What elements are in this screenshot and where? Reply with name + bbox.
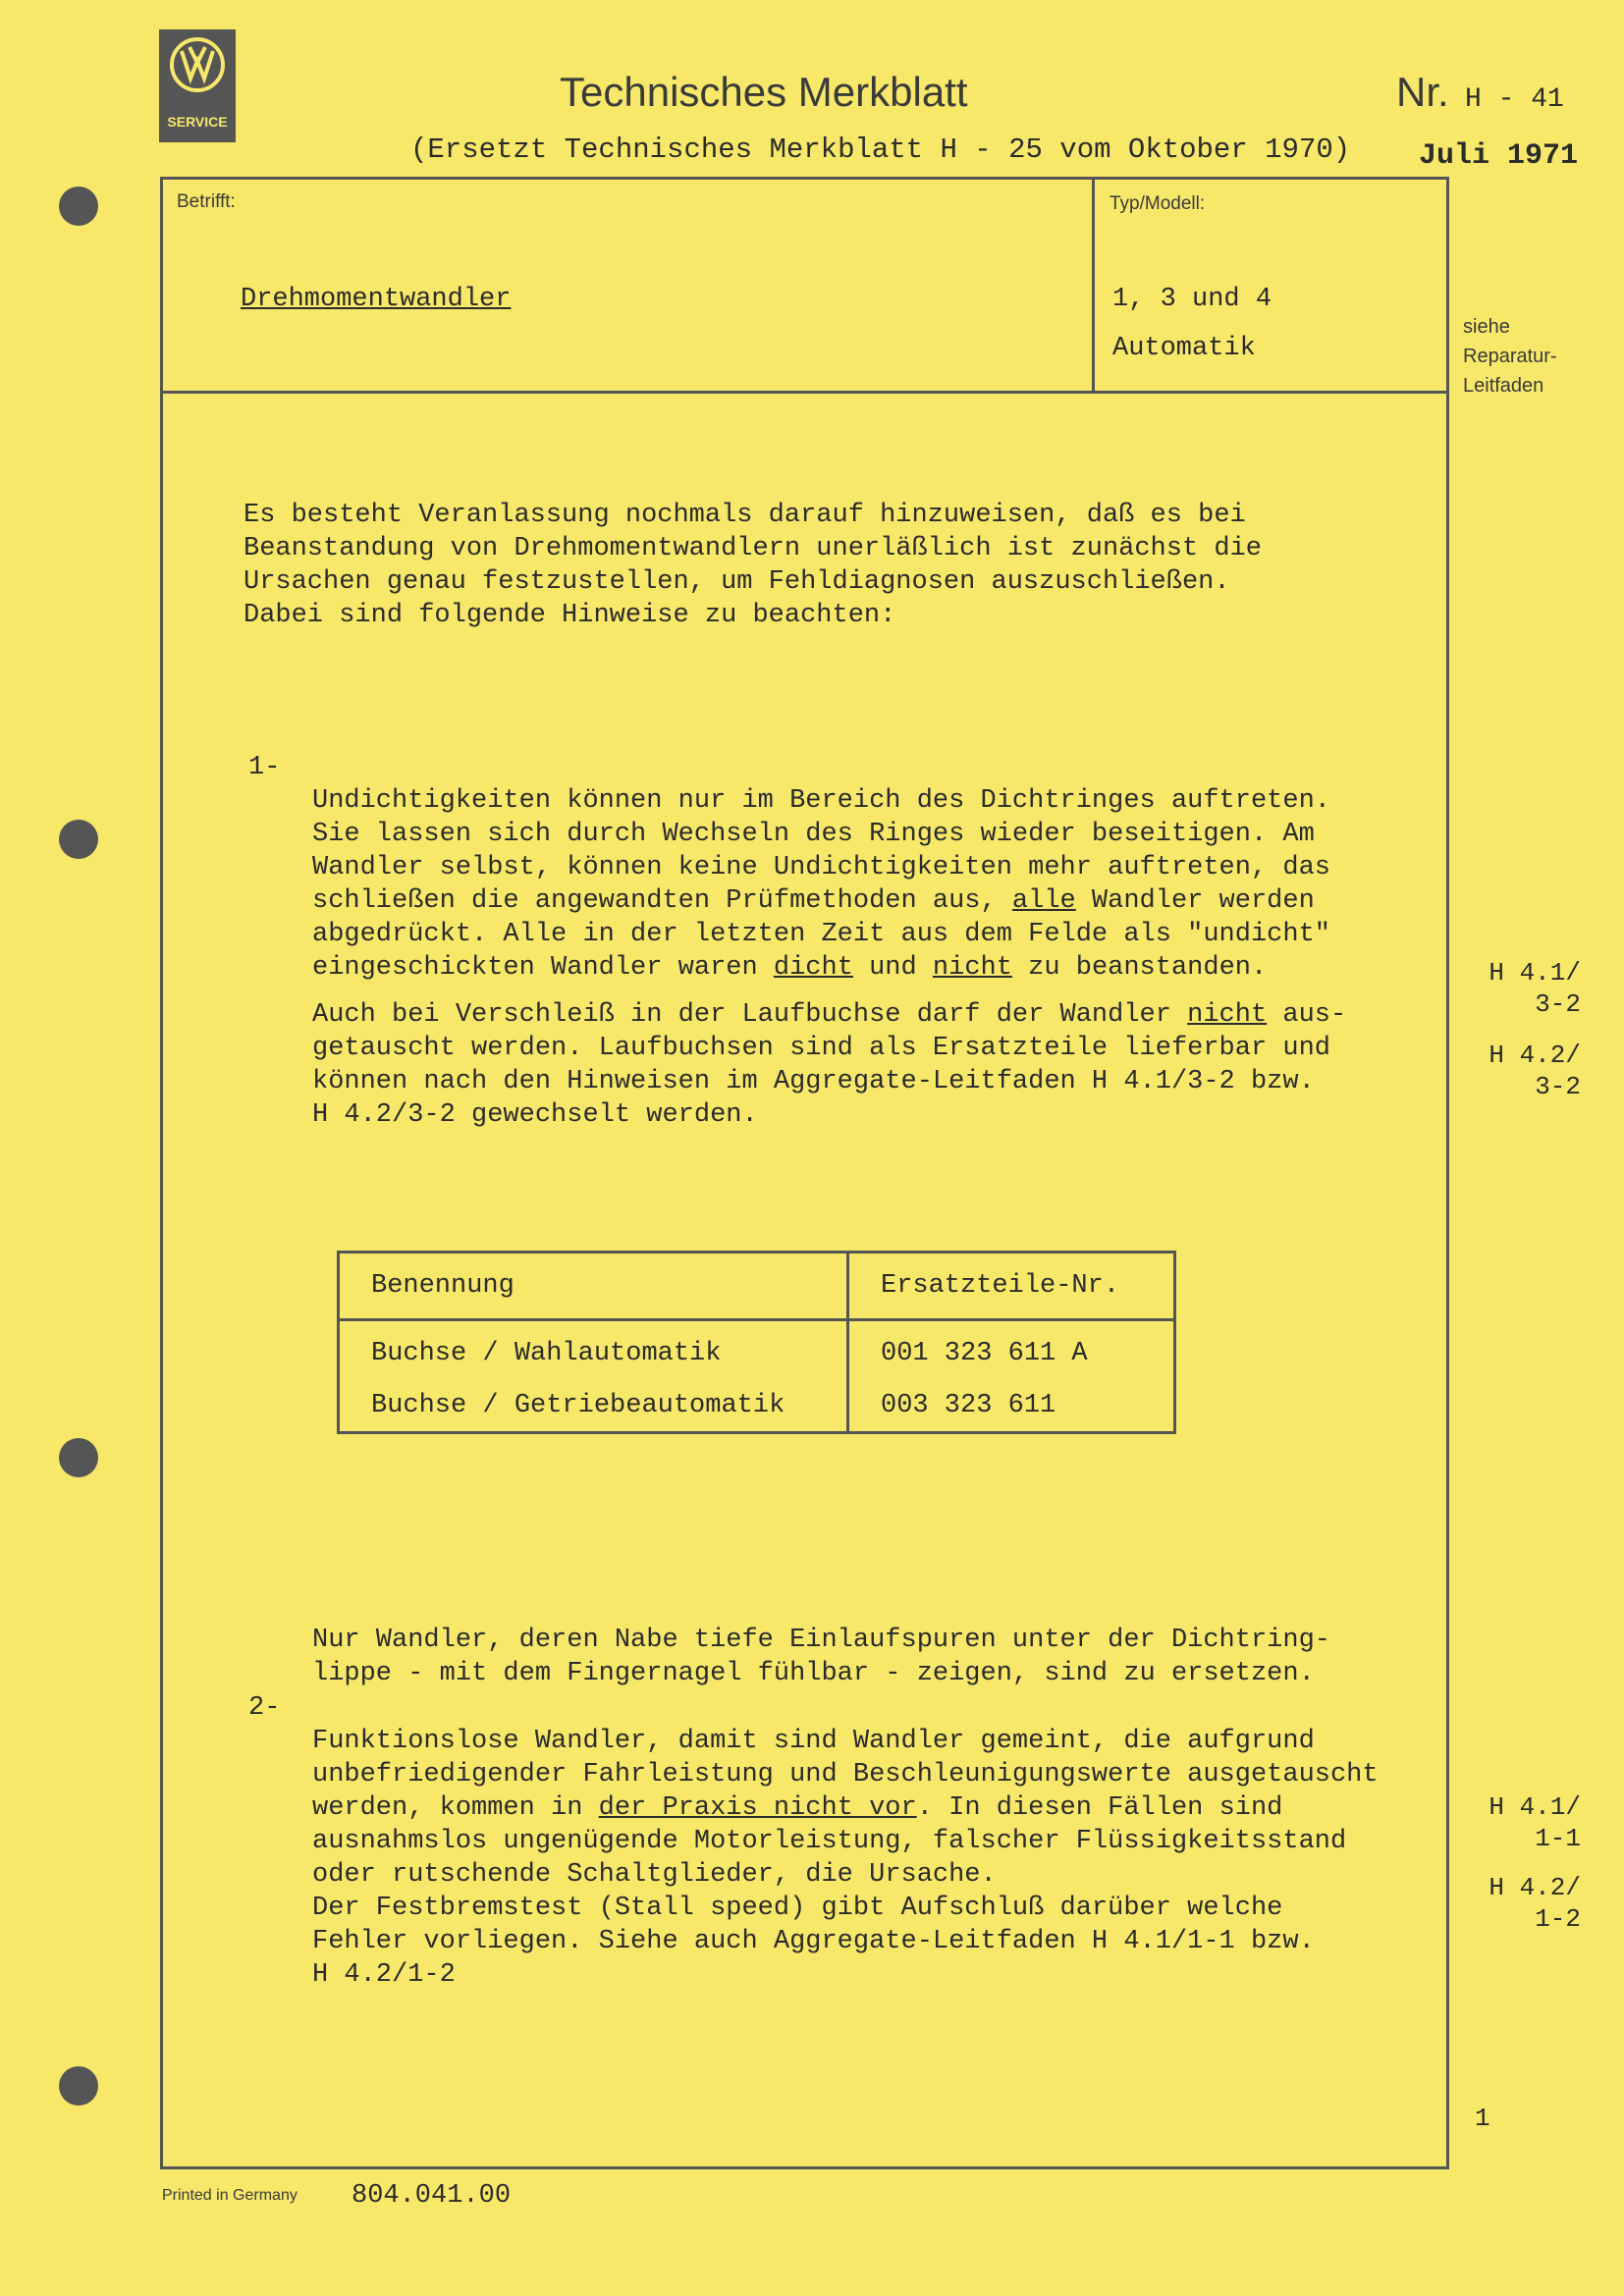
table-cell: Buchse / Wahlautomatik (371, 1339, 722, 1368)
text-line: Funktionslose Wandler, damit sind Wandler gemeint, die aufgrund (312, 1727, 1315, 1756)
parts-table (337, 1251, 1176, 1434)
punch-hole (59, 2066, 98, 2106)
header-divider (160, 391, 1449, 394)
section-2-reference-1 (1489, 1791, 1581, 1854)
table-header-row (339, 1253, 1175, 1320)
document-subtitle: (Ersetzt Technisches Merkblatt H - 25 vom Oktober 1970) (410, 133, 1351, 166)
reference-line: H 4.1/ (1489, 1792, 1581, 1822)
logo-service-text: SERVICE (167, 114, 228, 130)
text-run: Auch bei Verschleiß in der Laufbuchse darf der Wandler (312, 1000, 1188, 1030)
section-2-reference-2 (1489, 1872, 1581, 1935)
text-line (312, 884, 1330, 918)
underlined-word: alle (1011, 886, 1076, 916)
header-column-divider (1092, 177, 1095, 393)
table-header-cell: Ersatzteile-Nr. (848, 1253, 1175, 1320)
table-row (339, 1380, 1175, 1433)
text-line: H 4.2/3-2 gewechselt werden. (312, 1100, 758, 1130)
underlined-word: dicht (773, 953, 853, 983)
reference-line: 1-1 (1535, 1824, 1581, 1853)
number-value: H - 41 (1465, 84, 1564, 115)
typ-label: Typ/Modell: (1110, 193, 1206, 214)
reference-line: 1-2 (1535, 1904, 1581, 1934)
text-line: Nur Wandler, deren Nabe tiefe Einlaufspuren unter der Dichtring- (312, 1626, 1330, 1655)
table-row (339, 1320, 1175, 1381)
text-run: schließen die angewandten Prüfmethoden aus, (312, 886, 1012, 916)
intro-line: Dabei sind folgende Hinweise zu beachten: (244, 601, 896, 630)
section-1-reference-1 (1489, 957, 1581, 1020)
reference-line: 3-2 (1535, 989, 1581, 1019)
table-cell: 003 323 611 (848, 1380, 1175, 1433)
section-1-reference-2 (1489, 1040, 1581, 1102)
text-line: ausnahmslos ungenügende Motorleistung, falscher Flüssigkeitsstand (312, 1827, 1347, 1856)
vw-emblem-icon (168, 35, 227, 94)
text-run: zu beanstanden. (1011, 953, 1268, 983)
text-line: können nach den Hinweisen im Aggregate-Leitfaden H 4.1/3-2 bzw. (312, 1067, 1315, 1096)
text-line: lippe - mit dem Fingernagel fühlbar - zeigen, sind zu ersetzen. (312, 1659, 1315, 1688)
text-line: abgedrückt. Alle in der letzten Zeit aus dem Felde als "undicht" (312, 920, 1330, 949)
punch-hole (59, 1438, 98, 1477)
punch-hole (59, 187, 98, 226)
text-run: . In diesen Fällen sind (916, 1793, 1283, 1823)
underlined-word: nicht (932, 953, 1012, 983)
table-cell: Buchse / Getriebeautomatik (371, 1391, 785, 1420)
intro-line: Es besteht Veranlassung nochmals darauf hinzuweisen, daß es bei (244, 501, 1246, 530)
reference-line: H 4.2/ (1489, 1041, 1581, 1070)
text-run: aus- (1267, 1000, 1347, 1030)
side-note-line: Leitfaden (1463, 375, 1544, 397)
section-1-number: 1- (248, 753, 281, 782)
text-run: und (852, 953, 933, 983)
text-line: Fehler vorliegen. Siehe auch Aggregate-Leitfaden H 4.1/1-1 bzw. (312, 1927, 1315, 1956)
intro-paragraph (244, 465, 1262, 666)
section-2-number: 2- (248, 1693, 281, 1723)
intro-line: Ursachen genau festzustellen, um Fehldiagnosen auszuschließen. (244, 567, 1230, 597)
document-date: Juli 1971 (1419, 139, 1579, 173)
text-line: Sie lassen sich durch Wechseln des Ringes wieder beseitigen. Am (312, 820, 1315, 849)
intro-line: Beanstandung von Drehmomentwandlern unerläßlich ist zunächst die (244, 534, 1262, 563)
text-line (312, 998, 1346, 1032)
text-line (312, 1791, 1379, 1825)
text-line: Wandler selbst, können keine Undichtigkeiten mehr auftreten, das (312, 853, 1330, 882)
vw-logo (159, 29, 236, 142)
text-run: eingeschickten Wandler waren (312, 953, 774, 983)
text-line: oder rutschende Schaltglieder, die Ursache. (312, 1860, 997, 1890)
reference-line: H 4.1/ (1489, 958, 1581, 988)
side-note-line: Reparatur- (1463, 346, 1557, 367)
typ-value-automatik: Automatik (1112, 334, 1256, 363)
underlined-phrase: der Praxis nicht vor (598, 1793, 917, 1823)
side-note-line: siehe (1463, 316, 1510, 338)
betrifft-label: Betrifft: (177, 191, 236, 212)
footer-printed: Printed in Germany (162, 2187, 298, 2204)
section-1-paragraph-2 (312, 965, 1346, 1165)
text-line: Der Festbremstest (Stall speed) gibt Aufschluß darüber welche (312, 1894, 1283, 1923)
text-run: werden, kommen in (312, 1793, 599, 1823)
text-line: H 4.2/1-2 (312, 1960, 456, 1990)
side-note (1463, 312, 1557, 400)
table-header-cell: Benennung (339, 1253, 848, 1320)
number-label: Nr. (1396, 69, 1449, 115)
page-number: 1 (1475, 2104, 1490, 2133)
betrifft-value: Drehmomentwandler (241, 285, 512, 314)
reference-line: 3-2 (1535, 1072, 1581, 1101)
section-2-paragraph (312, 1691, 1379, 2025)
text-line: getauscht werden. Laufbuchsen sind als Ersatzteile lieferbar und (312, 1034, 1330, 1063)
text-run: Wandler werden (1075, 886, 1315, 916)
reference-line: H 4.2/ (1489, 1873, 1581, 1902)
punch-hole (59, 820, 98, 859)
text-line: unbefriedigender Fahrleistung und Beschleunigungswerte ausgetauscht (312, 1760, 1379, 1789)
table-cell: 001 323 611 A (848, 1320, 1175, 1381)
document-title: Technisches Merkblatt (560, 69, 968, 115)
text-line: Undichtigkeiten können nur im Bereich des Dichtringes auftreten. (312, 786, 1330, 816)
underlined-word: nicht (1187, 1000, 1268, 1030)
footer-code: 804.041.00 (352, 2181, 512, 2211)
typ-value-models: 1, 3 und 4 (1112, 285, 1272, 314)
